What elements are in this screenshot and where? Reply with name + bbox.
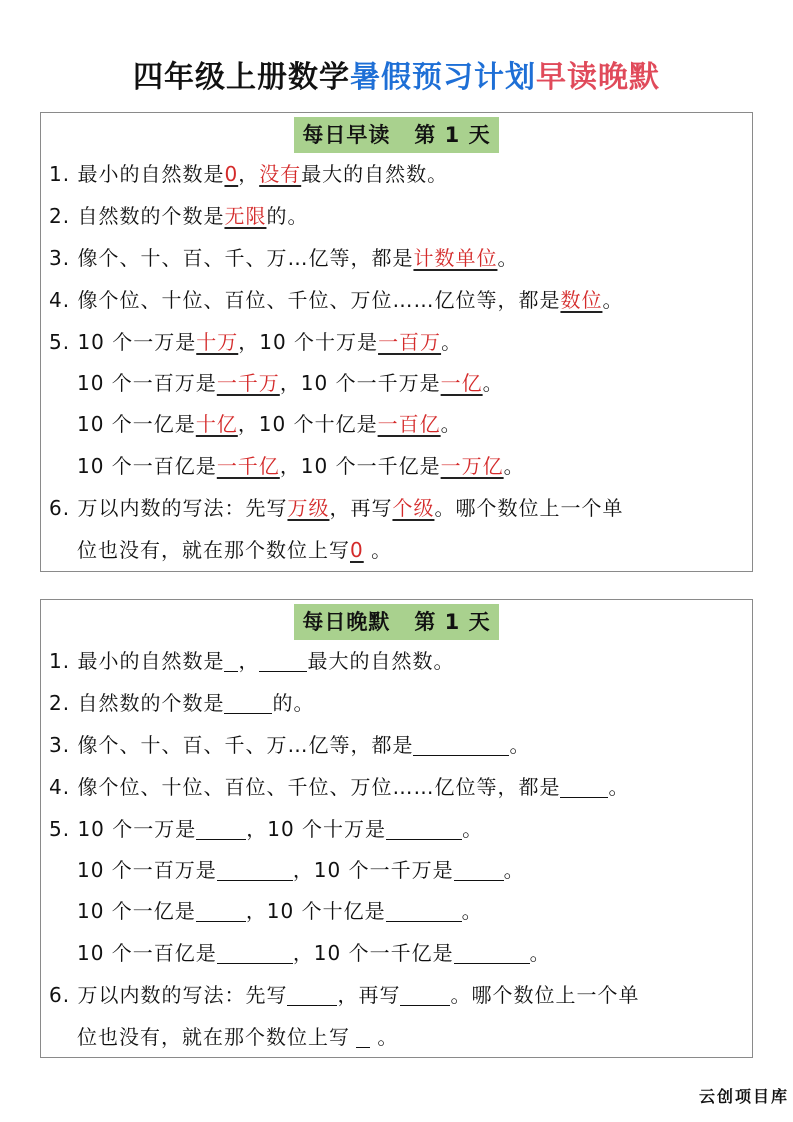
blank — [217, 941, 293, 964]
text: 2. 自然数的个数是 — [49, 691, 225, 715]
evening-item-5d — [77, 937, 744, 969]
morning-item-4 — [49, 284, 744, 316]
text: 。哪个数位上一个单 — [450, 983, 640, 1007]
text: 。 — [503, 858, 525, 882]
answer: 一亿 — [440, 371, 483, 395]
title-part-plan: 暑假预习计划 — [350, 60, 536, 95]
text: 的。 — [272, 691, 315, 715]
text: 。 — [371, 538, 393, 562]
evening-header-highlight — [294, 604, 498, 640]
text: 6. 万以内数的写法：先写 — [49, 496, 288, 520]
evening-item-4 — [49, 771, 744, 803]
text: 。 — [440, 412, 462, 436]
text: 1. 最小的自然数是 — [49, 162, 225, 186]
text: 3. 像个、十、百、千、万…亿等，都是 — [49, 733, 414, 757]
text: 。 — [377, 1025, 399, 1049]
text: 。 — [462, 817, 484, 841]
text: 5. 10 个一万是 — [49, 817, 197, 841]
morning-header-highlight — [294, 117, 498, 153]
blank — [386, 817, 462, 840]
morning-item-5b — [77, 367, 744, 399]
text: 10 个一亿是 — [77, 899, 196, 923]
answer: 一百万 — [378, 330, 442, 354]
page-title — [0, 56, 793, 100]
evening-header-day: 第 1 天 — [414, 610, 491, 634]
answer: 没有 — [259, 162, 302, 186]
text: 4. 像个位、十位、百位、千位、万位……亿位等，都是 — [49, 775, 561, 799]
text: 。 — [529, 941, 551, 965]
text: 5. 10 个一万是 — [49, 330, 197, 354]
blank — [560, 775, 608, 798]
evening-item-3 — [49, 729, 744, 761]
evening-item-5b — [77, 854, 744, 886]
blank — [454, 858, 504, 881]
text: 10 个一百万是 — [77, 371, 217, 395]
answer: 十万 — [196, 330, 239, 354]
blank — [386, 899, 462, 922]
text: ，10 个十亿是 — [237, 412, 378, 436]
title-part-grade: 四年级上册数学 — [133, 60, 350, 95]
evening-item-6a — [49, 979, 744, 1011]
blank — [224, 691, 272, 714]
text: 3. 像个、十、百、千、万…亿等，都是 — [49, 246, 414, 270]
text: 4. 像个位、十位、百位、千位、万位……亿位等，都是 — [49, 288, 561, 312]
text: 。 — [503, 454, 525, 478]
text: 。 — [497, 246, 519, 270]
text: ，再写 — [329, 496, 393, 520]
answer: 一百亿 — [377, 412, 441, 436]
morning-item-2 — [49, 200, 744, 232]
evening-dictation-box — [40, 599, 753, 1058]
text: 。 — [509, 733, 531, 757]
text: 。哪个数位上一个单 — [434, 496, 624, 520]
text: 。 — [441, 330, 463, 354]
text: ，10 个一千万是 — [292, 858, 454, 882]
blank — [217, 858, 293, 881]
text: 2. 自然数的个数是 — [49, 204, 225, 228]
morning-item-6b — [77, 534, 744, 566]
blank — [413, 733, 509, 756]
blank — [196, 817, 246, 840]
morning-header-title: 每日早读 — [302, 123, 391, 147]
answer: 十亿 — [195, 412, 238, 436]
evening-item-1 — [49, 645, 744, 677]
morning-header — [41, 117, 752, 153]
morning-header-day: 第 1 天 — [414, 123, 491, 147]
answer: 0 — [350, 538, 364, 562]
answer: 个级 — [392, 496, 435, 520]
text: ，10 个一千亿是 — [279, 454, 441, 478]
text: 。 — [482, 371, 504, 395]
text: 10 个一亿是 — [77, 412, 196, 436]
evening-header — [41, 604, 752, 640]
blank — [196, 899, 246, 922]
blank — [224, 649, 238, 672]
text: 。 — [461, 899, 483, 923]
answer: 一万亿 — [440, 454, 504, 478]
blank — [356, 1025, 370, 1048]
evening-item-2 — [49, 687, 744, 719]
watermark-text: 云创项目库 — [698, 1087, 789, 1106]
text: 1. 最小的自然数是 — [49, 649, 225, 673]
morning-reading-box — [40, 112, 753, 572]
text: ，10 个十万是 — [238, 330, 379, 354]
text: ，10 个十万是 — [246, 817, 387, 841]
answer: 一千万 — [216, 371, 280, 395]
evening-item-6b — [77, 1021, 744, 1053]
text: ，10 个一千亿是 — [292, 941, 454, 965]
morning-item-1 — [49, 158, 744, 190]
answer: 一千亿 — [216, 454, 280, 478]
text: ，10 个十亿是 — [245, 899, 386, 923]
morning-item-5a — [49, 326, 744, 358]
answer: 无限 — [224, 204, 267, 228]
text: 最大的自然数。 — [301, 162, 449, 186]
text: 。 — [602, 288, 624, 312]
answer: 计数单位 — [413, 246, 498, 270]
text: 。 — [608, 775, 630, 799]
morning-item-5c — [77, 408, 744, 440]
morning-item-3 — [49, 242, 744, 274]
blank — [259, 649, 307, 672]
text: 的。 — [266, 204, 309, 228]
text: 10 个一百万是 — [77, 858, 217, 882]
text: ，10 个一千万是 — [279, 371, 441, 395]
evening-item-5a — [49, 813, 744, 845]
blank — [454, 941, 530, 964]
text: ，再写 — [337, 983, 401, 1007]
text: 10 个一百亿是 — [77, 941, 217, 965]
text: 位也没有，就在那个数位上写 — [77, 538, 350, 562]
text: 6. 万以内数的写法：先写 — [49, 983, 288, 1007]
title-part-read: 早读晚默 — [536, 60, 660, 95]
answer: 0 — [224, 162, 239, 186]
answer: 万级 — [287, 496, 330, 520]
text: 最大的自然数。 — [307, 649, 455, 673]
text: ， — [238, 649, 260, 673]
morning-item-6a — [49, 492, 744, 524]
evening-header-title: 每日晚默 — [302, 610, 391, 634]
text: ， — [238, 162, 260, 186]
blank — [287, 983, 337, 1006]
text: 10 个一百亿是 — [77, 454, 217, 478]
morning-item-5d — [77, 450, 744, 482]
blank — [400, 983, 450, 1006]
evening-item-5c — [77, 895, 744, 927]
answer: 数位 — [560, 288, 603, 312]
text: 位也没有，就在那个数位上写 — [77, 1025, 350, 1049]
